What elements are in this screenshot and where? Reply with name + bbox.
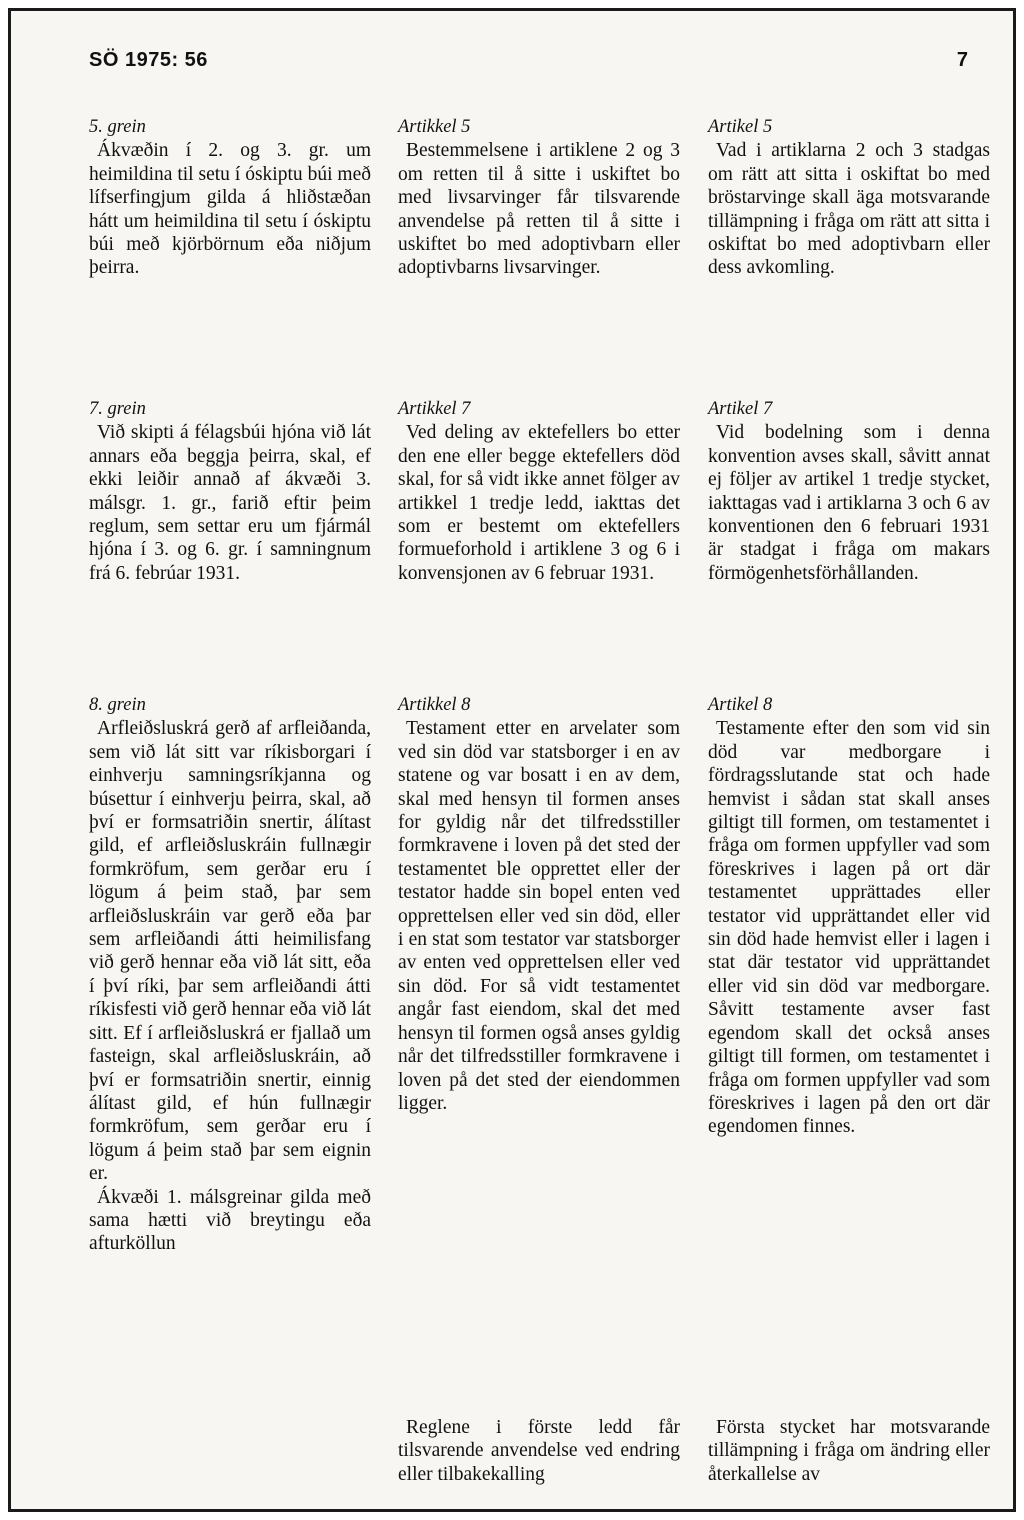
article-7-norwegian bbox=[398, 398, 680, 585]
article-text-continued: Ákvæði 1. málsgreinar gilda með sama hætti við breytingu eða afturköllun bbox=[89, 1186, 371, 1255]
article-7-swedish bbox=[708, 398, 990, 585]
article-8-norwegian-paragraph-2 bbox=[398, 1416, 680, 1486]
running-header bbox=[11, 49, 1013, 73]
article-8-swedish-paragraph-2 bbox=[708, 1416, 990, 1486]
article-text-continued: Reglene i förste ledd får tilsvarende anvendelse ved endring eller tilbakekalling bbox=[398, 1417, 680, 1485]
article-text: Bestemmelsene i artiklene 2 og 3 om retten til å sitte i uskiftet bo med livsarvinger får tilsvarende anvendelse på retten til å sitte i uskiftet bo med adoptivbarn eller adoptivbarns livsarvinger. bbox=[398, 140, 680, 279]
document-page bbox=[8, 8, 1016, 1512]
article-text: Testament etter en arvelater som ved sin död var statsborger i en av statene og var bosatt i en av dem, skal med hensyn til formen anses for gyldig når det tilfredsstiller formkravene i loven på det sted der testamentet ble opprettet eller der testator hadde sin bopel enten ved opprettelsen eller ved sin död, eller i en stat som testator var statsborger av enten ved opprettelsen eller ved sin död. For så vidt testamentet angår fast eiendom, skal det med hensyn til formen også anses gyldig når det tilfredsstiller formkravene i loven på det sted der eiendommen ligger. bbox=[398, 718, 680, 1114]
article-heading: Artikkel 7 bbox=[398, 399, 471, 419]
article-8-icelandic bbox=[89, 694, 371, 1256]
page-number: 7 bbox=[956, 49, 968, 71]
article-text: Ved deling av ektefellers bo etter den ene eller begge ektefellers död skal, for så vidt ikke annet fölger av artikkel 1 tredje ledd, iakttas det som er bestemt om ektefellers formueforhold i artiklene 3 og 6 i konvensjonen av 6 februar 1931. bbox=[398, 422, 680, 584]
article-5-norwegian bbox=[398, 116, 680, 280]
article-text-continued: Första stycket har motsvarande tillämpning i fråga om ändring eller återkallelse av bbox=[708, 1417, 990, 1485]
article-heading: Artikkel 5 bbox=[398, 117, 471, 137]
article-8-swedish bbox=[708, 694, 990, 1139]
article-text: Við skipti á félagsbúi hjóna við lát annars eða beggja þeirra, skal, ef ekki leiðir annað af ákvæði 3. málsgr. 1. gr., farið eftir þeim reglum, sem settar eru um fjármál hjóna í 3. og 6. gr. í samningnum frá 6. febrúar 1931. bbox=[89, 422, 371, 584]
article-text: Arfleiðsluskrá gerð af arfleiðanda, sem við lát sitt var ríkisborgari í einhverju samningsríkjanna og búsettur í einhverju þeirra, skal, að því er formsatriðin snertir, álítast gild, ef arfleiðsluskráin fullnægir formkröfum, sem gerðar eru í lögum á þeim stað, þar sem arfleiðsluskráin var gerð eða þar sem arfleiðandi átti heimilisfang við gerð hennar eða við lát sitt, eða í því ríki, þar sem arfleiðandi átti ríkisfesti við gerð hennar eða við lát sitt. Ef í arfleiðsluskrá er fjallað um fasteign, skal arfleiðsluskráin, að því er formsatriðin snertir, einnig álítast gild, ef hún fullnægir formkröfum, sem gerðar eru í lögum á þeim stað þar sem eignin er. bbox=[89, 718, 371, 1185]
article-heading: 5. grein bbox=[89, 117, 146, 137]
article-8-norwegian bbox=[398, 694, 680, 1115]
article-heading: 7. grein bbox=[89, 399, 146, 419]
article-heading: Artikel 8 bbox=[708, 695, 773, 715]
article-text: Testamente efter den som vid sin död var medborgare i fördragsslutande stat och hade hemvist i sådan stat skall anses giltigt till formen, om testamentet i fråga om formen uppfyller vad som föreskrives i lagen på ort där testamentet upprättades eller testator vid upprättandet eller vid sin död hade hemvist eller i lagen i stat där testator vid upprättandet eller vid sin död var medborgare. Såvitt testamente avser fast egendom skall det också anses giltigt till formen, om testamentet i fråga om formen uppfyller vad som föreskrives i lagen på den ort där egendomen finnes. bbox=[708, 718, 990, 1138]
article-text: Ákvæðin í 2. og 3. gr. um heimildina til setu í óskiptu búi með lífserfingjum gilda á hliðstæðan hátt um heimildina til setu í óskiptu búi með kjörbörnum eða niðjum þeirra. bbox=[89, 140, 371, 279]
article-5-icelandic bbox=[89, 116, 371, 280]
article-heading: 8. grein bbox=[89, 695, 146, 715]
article-heading: Artikel 5 bbox=[708, 117, 773, 137]
article-text: Vad i artiklarna 2 och 3 stadgas om rätt att sitta i oskiftat bo med bröstarvinge skall äga motsvarande tillämpning i fråga om rätt att sitta i oskiftat bo med adoptivbarn eller dess avkomling. bbox=[708, 140, 990, 279]
document-reference: SÖ 1975: 56 bbox=[89, 49, 208, 71]
article-heading: Artikkel 8 bbox=[398, 695, 471, 715]
article-text: Vid bodelning som i denna konvention avses skall, såvitt annat ej följer av artikel 1 tredje stycket, iakttagas vad i artiklarna 3 och 6 av konventionen den 6 februari 1931 är stadgat i fråga om makars förmögenhetsförhållanden. bbox=[708, 422, 990, 584]
article-heading: Artikel 7 bbox=[708, 399, 773, 419]
article-5-swedish bbox=[708, 116, 990, 280]
article-7-icelandic bbox=[89, 398, 371, 585]
